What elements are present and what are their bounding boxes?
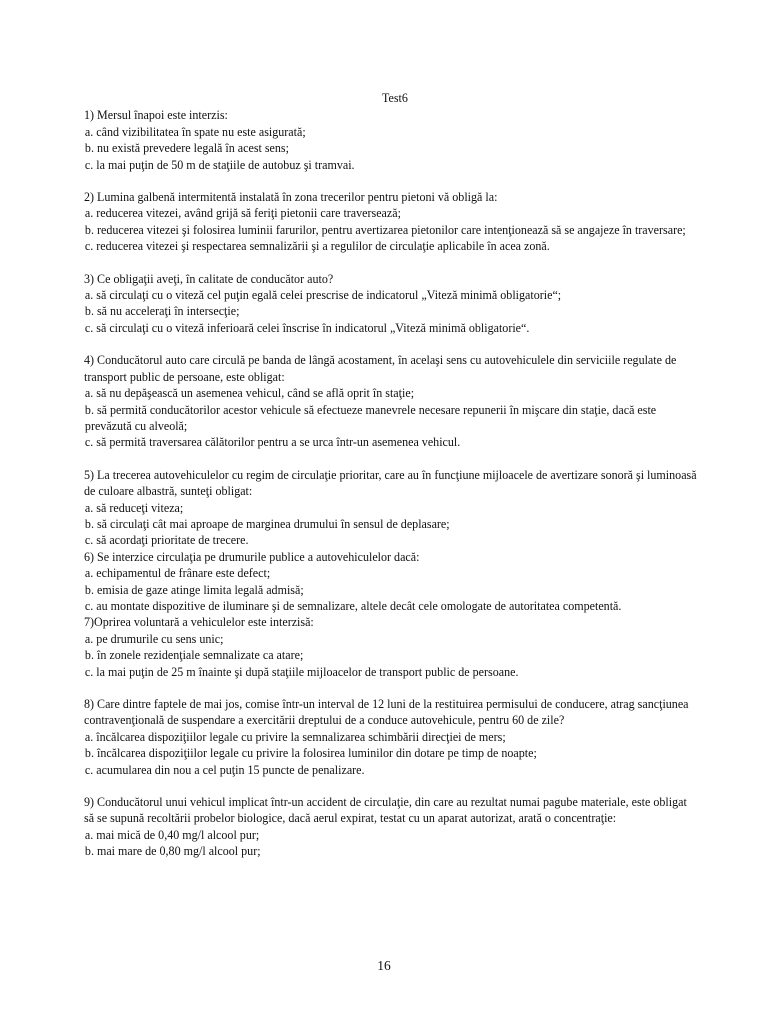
question-4-option-b: b. să permită conducătorilor acestor vehicule să efectueze manevrele necesare repunerii în mişcare din staţie, dacă este prevăzută cu alveolă; (84, 401, 657, 433)
question-7-option-a: a. pe drumurile cu sens unic; (84, 630, 224, 646)
question-7-text: 7)Oprirea voluntară a vehiculelor este interzisă: (84, 614, 314, 630)
question-5-text: 5) La trecerea autovehiculelor cu regim de circulaţie prioritar, care au în funcţiune mijloacele de avertizare sonoră şi luminoasă de culoare albastră, sunteţi obligat: (84, 466, 697, 499)
question-2-text: 2) Lumina galbenă intermitentă instalată în zona trecerilor pentru pietoni vă obligă la: (84, 189, 498, 205)
question-8-option-b: b. încălcarea dispoziţiilor legale cu privire la folosirea luminilor din dotare pe timp de noapte; (84, 745, 537, 761)
question-1-option-b: b. nu există prevedere legală în acest sens; (84, 140, 289, 156)
question-9-text: 9) Conducătorul unui vehicul implicat într-un accident de circulaţie, din care au rezultat numai pagube materiale, este obligat să se supună recoltării probelor biologice, dacă aerul expirat, testat cu un aparat autorizat, arată o concentraţie: (84, 794, 687, 826)
question-3-text: 3) Ce obligaţii aveţi, în calitate de conducător auto? (84, 270, 334, 286)
question-5 (84, 467, 699, 549)
question-3 (84, 271, 699, 337)
question-1 (84, 107, 699, 173)
question-6-option-a: a. echipamentul de frânare este defect; (84, 565, 271, 581)
question-6-text: 6) Se interzice circulaţia pe drumurile publice a autovehiculelor dacă: (84, 548, 420, 564)
question-8-option-c: c. acumularea din nou a cel puţin 15 puncte de penalizare. (84, 761, 365, 777)
question-4-text: 4) Conducătorul auto care circulă pe banda de lângă acostament, în acelaşi sens cu autovehiculele din serviciile regulate de transport public de persoane, este obligat: (84, 352, 677, 384)
page-title: Test6 (381, 90, 408, 105)
question-7 (84, 614, 699, 680)
question-4-option-a: a. să nu depăşească un asemenea vehicul, când se află oprit în staţie; (84, 385, 415, 401)
page-number: 16 (377, 958, 391, 973)
question-3-option-b: b. să nu acceleraţi în intersecţie; (84, 303, 240, 319)
question-2 (84, 189, 699, 255)
question-1-option-a: a. când vizibilitatea în spate nu este asigurată; (84, 123, 306, 139)
document-page (84, 90, 699, 860)
question-8 (84, 696, 699, 778)
question-3-option-a: a. să circulaţi cu o viteză cel puţin egală celei prescrise de indicatorul „Viteză minimă obligatorie“; (84, 287, 562, 303)
question-5-option-c: c. să acordaţi prioritate de trecere. (84, 532, 249, 548)
question-6 (84, 549, 699, 615)
question-7-option-b: b. în zonele rezidenţiale semnalizate ca atare; (84, 647, 304, 663)
question-1-option-c: c. la mai puţin de 50 m de staţiile de autobuz şi tramvai. (84, 156, 355, 172)
question-8-option-a: a. încălcarea dispoziţiilor legale cu privire la semnalizarea schimbării direcţiei de mers; (84, 728, 506, 744)
question-3-option-c: c. să circulaţi cu o viteză inferioară celei înscrise în indicatorul „Viteză minimă obligatorie“. (84, 319, 530, 335)
question-2-option-a: a. reducerea vitezei, având grijă să feriţi pietonii care traversează; (84, 205, 401, 221)
question-9 (84, 794, 699, 860)
question-2-option-c: c. reducerea vitezei şi respectarea semnalizării şi a regulilor de circulaţie aplicabile în acea zonă. (84, 238, 550, 254)
question-7-option-c: c. la mai puţin de 25 m înainte şi după staţiile mijloacelor de transport public de persoane. (84, 663, 519, 679)
question-1-text: 1) Mersul înapoi este interzis: (84, 107, 228, 123)
question-9-option-b: b. mai mare de 0,80 mg/l alcool pur; (84, 843, 261, 859)
question-4 (84, 352, 699, 450)
question-5-option-b: b. să circulaţi cât mai aproape de marginea drumului în sensul de deplasare; (84, 515, 450, 531)
question-2-option-b: b. reducerea vitezei şi folosirea luminii farurilor, pentru avertizarea pietonilor care intenţionează să se angajeze în traversare; (84, 221, 686, 237)
question-9-option-a: a. mai mică de 0,40 mg/l alcool pur; (84, 826, 260, 842)
question-6-option-c: c. au montate dispozitive de iluminare şi de semnalizare, altele decât cele omologate de autoritatea competentă. (84, 597, 622, 613)
question-8-text: 8) Care dintre faptele de mai jos, comise într-un interval de 12 luni de la restituirea permisului de conducere, atrag sancţiunea contravenţională de suspendare a exercitării dreptului de a conduce autovehicule, pentru 60 de zile? (84, 696, 689, 728)
question-6-option-b: b. emisia de gaze atinge limita legală admisă; (84, 581, 304, 597)
question-5-option-a: a. să reduceţi viteza; (84, 499, 184, 515)
question-4-option-c: c. să permită traversarea călătorilor pentru a se urca într-un asemenea vehicul. (84, 434, 461, 450)
